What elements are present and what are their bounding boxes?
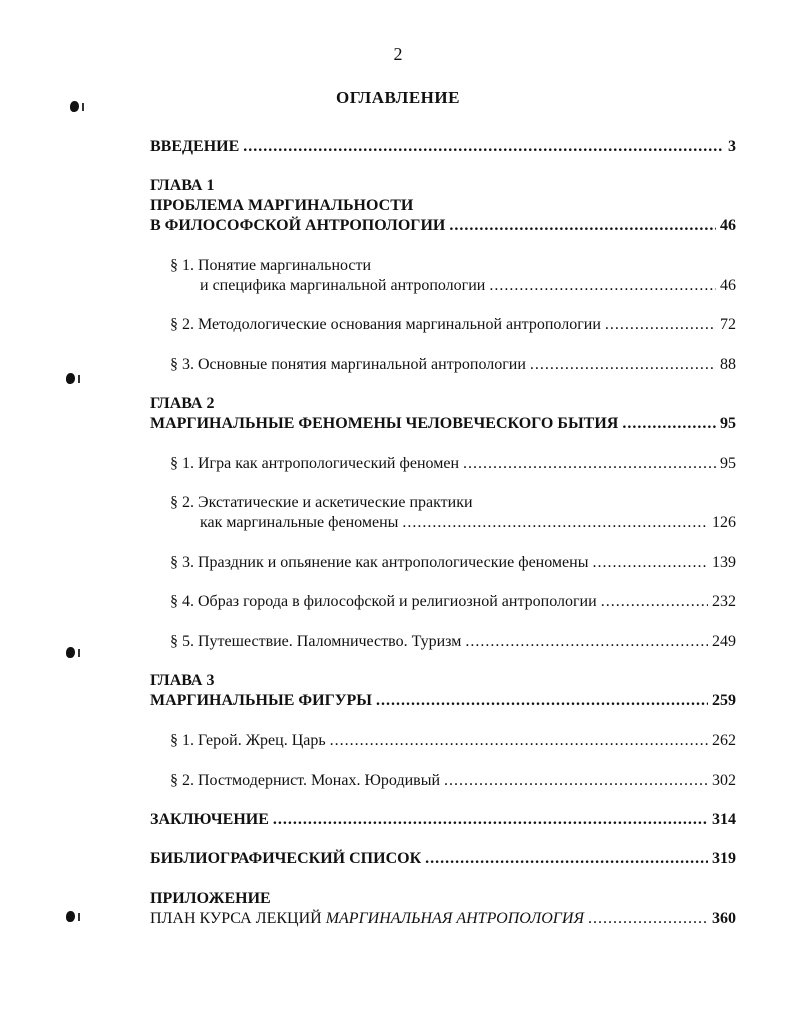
toc-entry-appendix[interactable] — [150, 910, 736, 928]
toc-entry-label: § 4. Образ города в философской и религиозной антропологии — [170, 593, 597, 610]
toc-entry-section[interactable] — [170, 593, 736, 611]
leader-dots — [463, 455, 716, 473]
toc-page-number: 46 — [720, 217, 736, 234]
toc-entry-conclusion[interactable] — [150, 811, 736, 829]
toc-entry-label: как маргинальные феномены — [200, 514, 399, 531]
leader-dots — [592, 554, 708, 572]
leader-dots — [376, 692, 708, 710]
toc-page-number: 314 — [712, 811, 736, 828]
course-title: МАРГИНАЛЬНАЯ АНТРОПОЛОГИЯ — [325, 910, 584, 927]
leader-dots — [601, 593, 708, 611]
toc-entry-section[interactable] — [200, 277, 736, 295]
toc-page-number: 3 — [728, 138, 736, 155]
binder-hole-mark — [66, 647, 75, 658]
toc-entry-label: МАРГИНАЛЬНЫЕ ФЕНОМЕНЫ ЧЕЛОВЕЧЕСКОГО БЫТИЯ — [150, 415, 619, 432]
toc-page-number: 232 — [712, 593, 736, 610]
toc-entry-section[interactable] — [170, 633, 736, 651]
toc-entry-intro[interactable] — [150, 138, 736, 156]
leader-dots — [465, 633, 708, 651]
binder-hole-mark — [66, 373, 75, 384]
toc-page-number: 95 — [720, 415, 736, 432]
binder-hole-mark — [70, 101, 79, 112]
toc-entry-label: § 1. Понятие маргинальности — [170, 257, 372, 274]
toc-entry-chapter1[interactable] — [150, 217, 736, 235]
toc-page-number: 259 — [712, 692, 736, 709]
toc-entry-label: § 3. Праздник и опьянение как антропологические феномены — [170, 554, 589, 571]
toc-entry-label: БИБЛИОГРАФИЧЕСКИЙ СПИСОК — [150, 850, 422, 867]
toc-entry-bibliography[interactable] — [150, 850, 736, 868]
page-number: 2 — [393, 44, 403, 64]
toc-entry-label: В ФИЛОСОФСКОЙ АНТРОПОЛОГИИ — [150, 217, 446, 234]
toc-page-number: 262 — [712, 732, 736, 749]
toc-page-number: 126 — [712, 514, 736, 531]
toc-page-number: 46 — [720, 277, 736, 294]
leader-dots — [449, 217, 716, 235]
toc-page-number: 95 — [720, 455, 736, 472]
toc-entry-label: и специфика маргинальной антропологии — [200, 277, 486, 294]
toc-entry-section[interactable] — [170, 356, 736, 374]
leader-dots — [444, 772, 708, 790]
leader-dots — [402, 514, 708, 532]
toc-entry-label: МАРГИНАЛЬНЫЕ ФИГУРЫ — [150, 692, 372, 709]
chapter-heading: ГЛАВА 1 — [150, 177, 215, 194]
toc-page-number: 88 — [720, 356, 736, 373]
toc-entry-section[interactable] — [170, 554, 736, 572]
toc-page-number: 360 — [712, 910, 736, 927]
leader-dots — [330, 732, 708, 750]
toc-page-number: 319 — [712, 850, 736, 867]
toc-entry-label: § 1. Герой. Жрец. Царь — [170, 732, 326, 749]
toc-entry-label: ПЛАН КУРСА ЛЕКЦИЙ — [150, 910, 322, 927]
leader-dots — [273, 811, 708, 829]
leader-dots — [489, 277, 716, 295]
toc-page-number: 249 — [712, 633, 736, 650]
toc-entry-label: § 1. Игра как антропологический феномен — [170, 455, 459, 472]
chapter-heading: ГЛАВА 2 — [150, 395, 215, 412]
toc-page-number: 139 — [712, 554, 736, 571]
toc-entry-label: § 2. Постмодернист. Монах. Юродивый — [170, 772, 441, 789]
toc-entry-section[interactable] — [170, 732, 736, 750]
toc-entry-label: § 2. Методологические основания маргинальной антропологии — [170, 316, 601, 333]
chapter-title: ПРОБЛЕМА МАРГИНАЛЬНОСТИ — [150, 197, 414, 214]
toc-entry-label: § 5. Путешествие. Паломничество. Туризм — [170, 633, 462, 650]
toc-entry-label: § 2. Экстатические и аскетические практики — [170, 494, 473, 511]
toc-entry-label: ЗАКЛЮЧЕНИЕ — [150, 811, 269, 828]
toc-entry-section[interactable] — [170, 455, 736, 473]
leader-dots — [605, 316, 716, 334]
toc-entry-chapter3[interactable] — [150, 692, 736, 710]
toc-entry-section[interactable] — [170, 772, 736, 790]
binder-hole-mark — [66, 911, 75, 922]
leader-dots — [425, 850, 708, 868]
toc-page-number: 302 — [712, 772, 736, 789]
leader-dots — [243, 138, 724, 156]
leader-dots — [622, 415, 716, 433]
appendix-heading: ПРИЛОЖЕНИЕ — [150, 890, 271, 907]
chapter-heading: ГЛАВА 3 — [150, 672, 215, 689]
toc-entry-section[interactable] — [200, 514, 736, 532]
leader-dots — [530, 356, 716, 374]
toc-entry-chapter2[interactable] — [150, 415, 736, 433]
toc-page-number: 72 — [720, 316, 736, 333]
toc-entry-label: ВВЕДЕНИЕ — [150, 138, 240, 155]
leader-dots — [588, 910, 708, 928]
toc-title: ОГЛАВЛЕНИЕ — [336, 88, 460, 107]
toc-entry-label: § 3. Основные понятия маргинальной антропологии — [170, 356, 526, 373]
toc-entry-section[interactable] — [170, 316, 736, 334]
